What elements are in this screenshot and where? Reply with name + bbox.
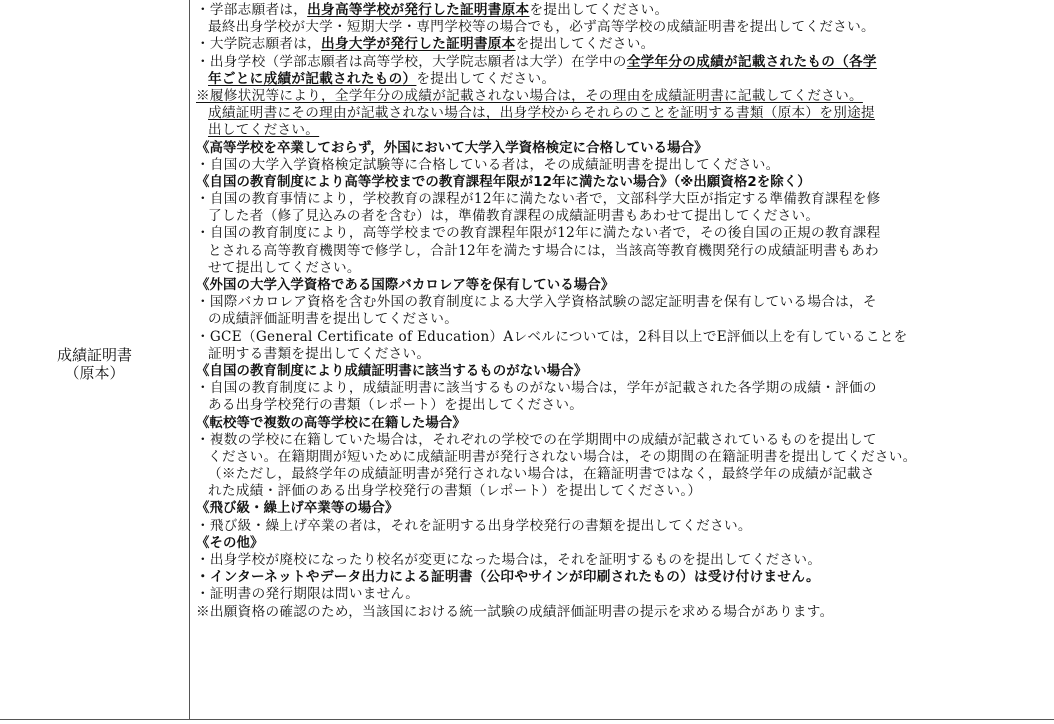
section-heading: 《転校等で複数の高等学校に在籍した場合》	[196, 415, 466, 431]
text-line: ・証明書の発行期限は問いません。	[196, 586, 420, 603]
text-line: 了した者（修了見込みの者を含む）は，準備教育課程の成績証明書もあわせて提出してください。	[208, 208, 820, 225]
text-line: 証明する書類を提出してください。	[208, 345, 431, 362]
document-label-cell	[0, 0, 190, 719]
text-line: ある出身学校発行の書類（レポート）を提出してください。	[208, 397, 584, 414]
text-line: ※履修状況等により，全学年分の成績が記載されない場合は，その理由を成績証明書に記載してください。	[196, 87, 863, 104]
requirements-content	[190, 0, 1054, 719]
document-label-note: （原本）	[64, 363, 125, 382]
text-line: ください。在籍期間が短いために成績証明書が発行されない場合は，その期間の在籍証明書を提出してください。	[208, 448, 917, 465]
text-line: れた成績・評価のある出身学校発行の書類（レポート）を提出してください。）	[208, 483, 702, 500]
text-line: ※出願資格の確認のため，当該国における統一試験の成績評価証明書の提示を求める場合があります。	[196, 603, 834, 620]
text-line: ・GCE（General Certificate of Education）Aレベルについては，2科目以上でE評価以上を有していることを	[196, 328, 908, 345]
text-line: ・飛び級・繰上げ卒業の者は，それを証明する出身学校発行の書類を提出してください。	[196, 517, 752, 534]
text-line: ・出身学校が廃校になったり校名が変更になった場合は，それを証明するものを提出してください。	[196, 552, 822, 568]
text-line: ・出身学校（学部志願者は高等学校，大学院志願者は大学）在学中の全学年分の成績が記載されたもの（各学	[196, 53, 877, 70]
text-line: ・自国の教育制度により，成績証明書に該当するものがない場合は，学年が記載された各学期の成績・評価の	[196, 380, 877, 397]
text-line: 年ごとに成績が記載されたもの）を提出してください。	[208, 70, 556, 87]
text-line: ・自国の大学入学資格検定試験等に合格している者は，その成績証明書を提出してください。	[196, 156, 780, 173]
text-line-emphasis: ・インターネットやデータ出力による証明書（公印やサインが印刷されたもの）は受け付けません。	[196, 569, 820, 586]
text-line: （※ただし，最終学年の成績証明書が発行されない場合は，在籍証明書ではなく，最終学年の成績が記載さ	[208, 466, 875, 483]
section-heading: 《その他》	[196, 535, 264, 551]
text-line: ・複数の学校に在籍していた場合は，それぞれの学校での在学期間中の成績が記載されているものを提出して	[196, 431, 877, 448]
text-line: せて提出してください。	[208, 259, 361, 276]
section-heading: 《外国の大学入学資格である国際バカロレア等を保有している場合》	[196, 278, 615, 293]
text-line: ・大学院志願者は，出身大学が発行した証明書原本を提出してください。	[196, 36, 655, 53]
text-line: 最終出身学校が大学・短期大学・専門学校等の場合でも，必ず高等学校の成績証明書を提出してください。	[208, 19, 875, 36]
text-line: ・学部志願者は，出身高等学校が発行した証明書原本を提出してください。	[196, 2, 669, 18]
text-line: 出してください。	[208, 122, 320, 139]
section-heading: 《飛び級・繰上げ卒業等の場合》	[196, 501, 399, 517]
section-heading: 《高等学校を卒業しておらず，外国において大学入学資格検定に合格している場合》	[196, 140, 708, 156]
section-heading: 《自国の教育制度により高等学校までの教育課程年限が12年に満たない場合》（※出願資格2を除く）	[196, 174, 811, 190]
text-line: の成績評価証明書を提出してください。	[208, 311, 459, 328]
text-line: ・国際バカロレア資格を含む外国の教育制度による大学入学資格試験の認定証明書を保有している場合は，そ	[196, 294, 877, 311]
text-line: とされる高等教育機関等で修学し，合計12年を満たす場合には，当該高等教育機関発行の成績証明書もあわ	[208, 242, 879, 259]
document-label-title: 成績証明書	[56, 345, 132, 364]
text-line: ・自国の教育制度により，高等学校までの教育課程年限が12年に満たない者で，その後自国の正規の教育課程	[196, 225, 881, 242]
section-heading: 《自国の教育制度により成績証明書に該当するものがない場合》	[196, 363, 588, 379]
text-line: ・自国の教育事情により，学校教育の課程が12年に満たない者で，文部科学大臣が指定する準備教育課程を修	[196, 191, 881, 208]
text-line: 成績証明書にその理由が記載されない場合は，出身学校からそれらのことを証明する書類（原本）を別途提	[208, 105, 875, 122]
